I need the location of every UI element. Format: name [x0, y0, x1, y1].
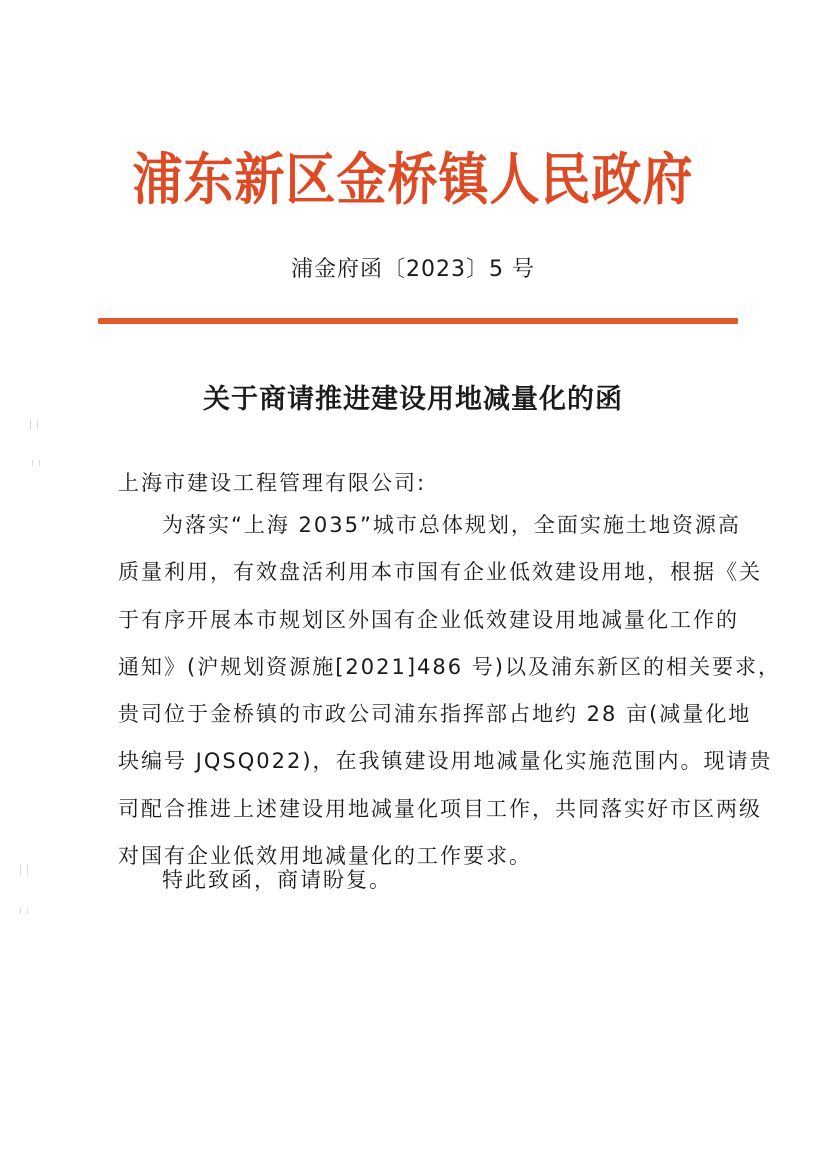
binding-hole-mark	[32, 460, 40, 466]
salutation: 上海市建设工程管理有限公司:	[118, 471, 427, 495]
subject-title: 关于商请推进建设用地减量化的函	[203, 384, 623, 415]
masthead-title: 浦东新区金桥镇人民政府	[132, 147, 694, 213]
body-line: 通知》(沪规划资源施[2021]486 号)以及浦东新区的相关要求，	[118, 654, 781, 679]
binding-hole-mark	[20, 865, 28, 875]
binding-hole-mark	[20, 908, 28, 914]
body-line: 对国有企业低效用地减量化的工作要求。	[118, 844, 532, 869]
body-line: 于有序开展本市规划区外国有企业低效建设用地减量化工作的	[118, 607, 739, 632]
closing-remark: 特此致函，商请盼复。	[162, 868, 392, 892]
body-line: 司配合推进上述建设用地减量化项目工作，共同落实好市区两级	[118, 796, 762, 821]
body-line: 块编号 JQSQ022)，在我镇建设用地减量化实施范围内。现请贵	[118, 749, 773, 774]
body-line: 贵司位于金桥镇的市政公司浦东指挥部占地约 28 亩(减量化地	[118, 702, 752, 727]
body-line: 质量利用，有效盘活利用本市国有企业低效建设用地，根据《关	[118, 560, 762, 585]
body-paragraph	[118, 507, 781, 885]
body-line: 为落实“上海 2035”城市总体规划，全面实施土地资源高	[162, 513, 741, 537]
red-divider-line	[98, 318, 738, 324]
document-number: 浦金府函〔2023〕5 号	[291, 257, 535, 282]
binding-hole-mark	[30, 420, 38, 430]
